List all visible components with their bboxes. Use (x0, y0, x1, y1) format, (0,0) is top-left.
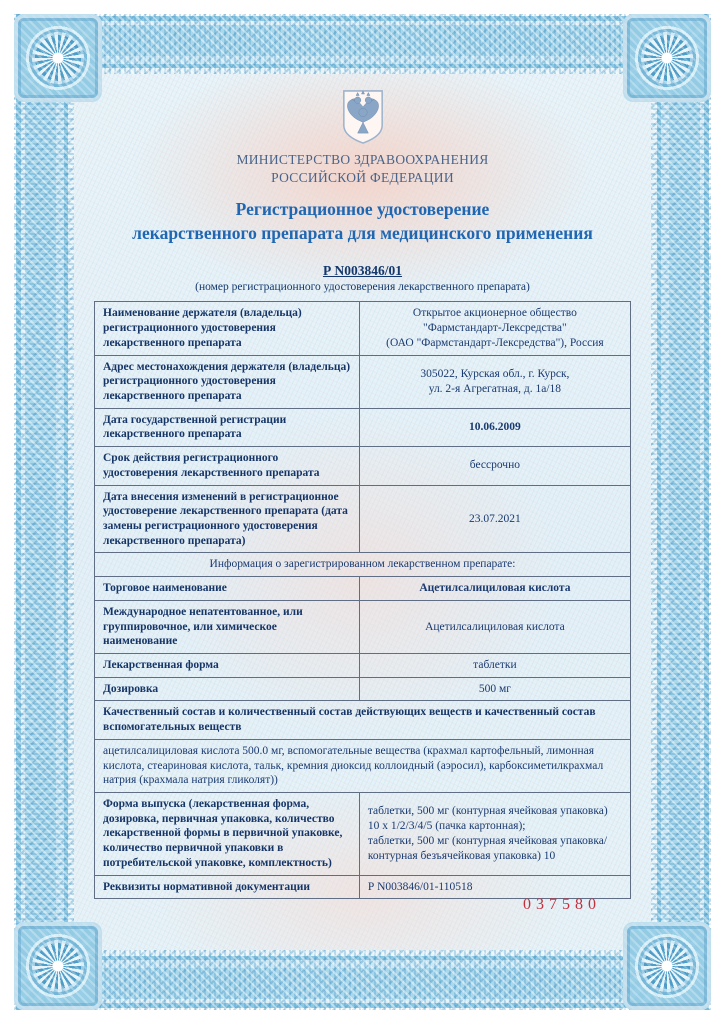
row-label: Реквизиты нормативной документации (95, 876, 360, 899)
registration-number: Р N003846/01 (322, 263, 403, 279)
table-row-dosage-form (95, 653, 630, 677)
table-row-trade-name (95, 576, 630, 600)
info-section-header: Информация о зарегистрированном лекарственном препарате: (209, 558, 516, 571)
row-label: Наименование держателя (владельца) регистрационного удостоверения лекарственного препарата (95, 302, 360, 354)
row-label: Форма выпуска (лекарственная форма, дозировка, первичная упаковка, количество лекарственной формы в первичной упаковке, количество первичной упаковки в потребительской упаковке, комплектность) (95, 793, 360, 875)
row-value: таблетки (473, 659, 517, 671)
row-value: 305022, Курская обл., г. Курск, ул. 2-я Агрегатная, д. 1а/18 (420, 367, 570, 395)
row-value: бессрочно (469, 459, 520, 472)
row-label: Торговое наименование (95, 577, 360, 600)
certificate-content (80, 78, 645, 946)
table-row-holder-address (95, 355, 630, 408)
table-row-composition-header (95, 700, 630, 738)
certificate-title: Регистрационное удостоверение лекарственного препарата для медицинского применения (132, 199, 593, 243)
border-edge-bottom (14, 950, 711, 1010)
table-row-validity (95, 446, 630, 484)
table-row-composition-text (95, 739, 630, 792)
table-row-info-section (95, 552, 630, 576)
row-value: Ацетилсалициловая кислота (419, 582, 571, 595)
row-label: Дата государственной регистрации лекарственного препарата (95, 409, 360, 446)
row-label: Дата внесения изменений в регистрационное удостоверение лекарственного препарата (дата замены регистрационного удостоверения лекарственного препарата) (95, 486, 360, 553)
row-label: Дозировка (95, 678, 360, 701)
row-value: Ацетилсалициловая кислота (425, 620, 565, 633)
registration-table (94, 301, 631, 899)
row-value: Р N003846/01-110518 (367, 880, 473, 893)
table-row-holder-name (95, 302, 630, 354)
certificate-sheet (14, 14, 711, 1010)
composition-text: ацетилсалициловая кислота 500.0 мг, вспомогательные вещества (крахмал картофельный, лимонная кислота, стеариновая кислота, тальк, кремния диоксид коллоидный (аэросил), карбоксиметилкрахмал натрия (крахмала натрия гликолят)) (103, 744, 604, 787)
row-label: Лекарственная форма (95, 654, 360, 677)
border-edge-left (14, 14, 74, 1010)
composition-header: Качественный состав и количественный состав действующих веществ и качественный состав вспомогательных веществ (103, 706, 596, 734)
row-value: 500 мг (478, 682, 511, 695)
registration-number-caption: (номер регистрационного удостоверения лекарственного препарата) (195, 281, 530, 294)
coat-of-arms-icon (340, 88, 386, 146)
ministry-name: МИНИСТЕРСТВО ЗДРАВООХРАНЕНИЯ РОССИЙСКОЙ ФЕДЕРАЦИИ (236, 152, 489, 185)
table-row-normative-docs (95, 875, 630, 899)
border-edge-top (14, 14, 711, 74)
row-value: таблетки, 500 мг (контурная ячейковая упаковка) 10 х 1/2/3/4/5 (пачка картонная); таблетки, 500 мг (контурная ячейковая упаковка/ контурная безъячейковая упаковка) 10 (367, 805, 608, 862)
row-value: 10.06.2009 (469, 421, 521, 434)
row-value: Открытое акционерное общество "Фармстандарт-Лексредства" (ОАО "Фармстандарт-Лексредства"), Россия (386, 307, 604, 349)
row-label: Срок действия регистрационного удостоверения лекарственного препарата (95, 447, 360, 484)
table-row-amendment-date (95, 485, 630, 553)
table-row-release-form (95, 792, 630, 875)
serial-number: 037580 (523, 896, 601, 913)
table-row-inn-name (95, 600, 630, 653)
row-value: 23.07.2021 (469, 512, 521, 525)
table-row-registration-date (95, 408, 630, 446)
table-row-dosage (95, 677, 630, 701)
row-label: Международное непатентованное, или группировочное, или химическое наименование (95, 601, 360, 653)
row-label: Адрес местонахождения держателя (владельца) регистрационного удостоверения лекарственного препарата (95, 356, 360, 408)
border-edge-right (651, 14, 711, 1010)
